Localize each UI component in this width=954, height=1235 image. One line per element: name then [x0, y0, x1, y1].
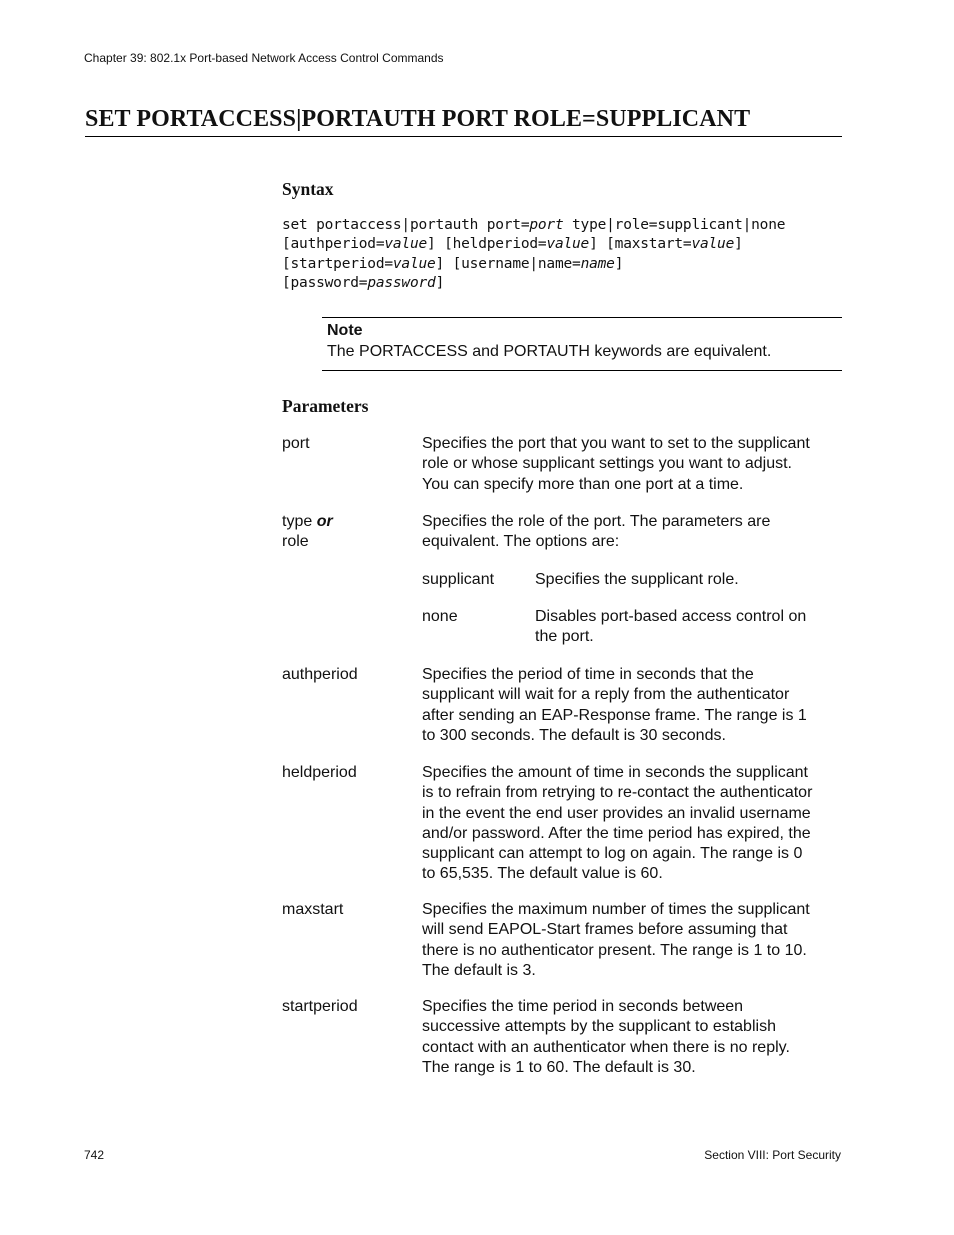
syntax-line: [282, 216, 785, 235]
syntax-text: set portaccess|portauth port=: [282, 217, 530, 233]
syntax-line: [282, 235, 785, 254]
syntax-placeholder: password: [367, 274, 436, 291]
syntax-heading: Syntax: [282, 179, 334, 199]
option-desc-none: Disables port-based access control on the port.: [535, 608, 807, 646]
footer-page-number: 742: [84, 1148, 105, 1162]
syntax-text: type|role=supplicant|none: [563, 217, 786, 233]
param-name-port: port: [282, 435, 310, 452]
syntax-text: ] [username|name=: [435, 255, 581, 272]
syntax-text: ]: [734, 236, 743, 253]
syntax-placeholder: value: [546, 236, 590, 253]
note-title: Note: [327, 322, 363, 339]
syntax-text: ]: [435, 274, 445, 291]
syntax-placeholder: value: [384, 236, 428, 253]
page-title: SET PORTACCESS|PORTAUTH PORT ROLE=SUPPLICANT: [85, 106, 842, 137]
syntax-placeholder: port: [529, 217, 564, 233]
param-name-startperiod: startperiod: [282, 998, 358, 1015]
chapter-header: Chapter 39: 802.1x Port-based Network Access Control Commands: [84, 51, 444, 65]
option-name-supplicant: supplicant: [422, 571, 495, 588]
param-name-maxstart: maxstart: [282, 901, 344, 918]
note-box: [322, 317, 842, 371]
syntax-placeholder: name: [580, 255, 615, 272]
param-desc-maxstart: Specifies the maximum number of times the supplicant will send EAPOL-Start frames before assuming that there is no authenticator present. The range is 1 to 10. The default is 3.: [422, 901, 810, 979]
param-name-authperiod: authperiod: [282, 666, 358, 683]
param-name-type-role: [282, 512, 333, 553]
syntax-text: [startperiod=: [282, 255, 393, 272]
param-desc-type-role: Specifies the role of the port. The parameters are equivalent. The options are:: [422, 513, 771, 551]
syntax-placeholder: value: [392, 255, 436, 272]
syntax-code-block: [282, 216, 785, 293]
syntax-line: [282, 274, 785, 293]
param-name-heldperiod: heldperiod: [282, 764, 357, 781]
parameters-heading: Parameters: [282, 396, 369, 416]
param-desc-port: Specifies the port that you want to set to the supplicant role or whose supplicant settings you want to adjust. You can specify more than one port at a time.: [422, 435, 810, 493]
syntax-text: [password=: [282, 274, 368, 291]
syntax-text: ] [heldperiod=: [427, 236, 547, 253]
syntax-text: ] [maxstart=: [589, 236, 692, 253]
note-text: The PORTACCESS and PORTAUTH keywords are equivalent.: [327, 343, 772, 360]
footer-section: Section VIII: Port Security: [704, 1148, 841, 1162]
syntax-line: [282, 255, 785, 274]
syntax-placeholder: value: [691, 236, 735, 253]
param-name-or: or: [316, 513, 333, 530]
param-desc-startperiod: Specifies the time period in seconds between successive attempts by the supplicant to establish contact with an authenticator when there is no reply. The range is 1 to 60. The default is 30.: [422, 998, 790, 1076]
option-desc-supplicant: Specifies the supplicant role.: [535, 571, 739, 588]
param-name-role: role: [282, 533, 309, 551]
param-name-type: type: [282, 513, 313, 530]
syntax-text: [authperiod=: [282, 236, 385, 253]
param-desc-heldperiod: Specifies the amount of time in seconds the supplicant is to refrain from retrying to re-contact the authenticator in the event the end user provides an invalid username and/or password. After the time period has expired, the supplicant can attempt to log on again. The range is 0 to 65,535. The default value is 60.: [422, 764, 813, 883]
param-desc-authperiod: Specifies the period of time in seconds that the supplicant will wait for a reply from the authenticator after sending an EAP-Response frame. The range is 1 to 300 seconds. The default is 30 seconds.: [422, 666, 807, 744]
syntax-text: ]: [614, 255, 624, 272]
option-name-none: none: [422, 608, 458, 625]
